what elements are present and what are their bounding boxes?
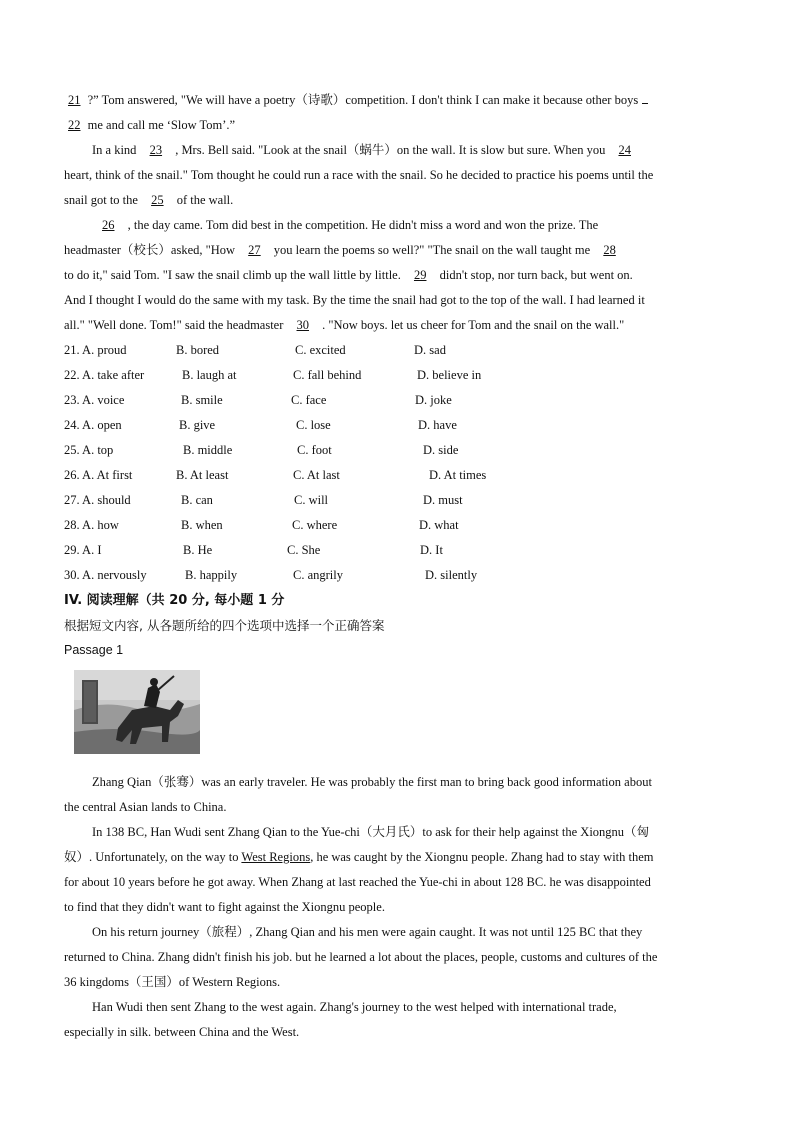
- blank-21[interactable]: 21: [68, 93, 81, 107]
- option-d[interactable]: D. At times: [429, 468, 487, 482]
- option-b[interactable]: B. bored: [176, 343, 220, 357]
- blank-23[interactable]: 23: [149, 143, 163, 157]
- cloze-text: snail got to the: [64, 193, 142, 207]
- option-b[interactable]: B. happily: [185, 568, 238, 582]
- cloze-text: And I thought I would do the same with my task. By the time the snail had got to the top of the wall. I had learned it: [64, 293, 645, 307]
- cloze-text: to do it," said Tom. "I saw the snail climb up the wall little by little.: [64, 268, 404, 282]
- cloze-line-5: [64, 188, 732, 213]
- option-row-22: [64, 363, 732, 388]
- option-row-26: [64, 463, 732, 488]
- option-b[interactable]: B. can: [181, 493, 213, 507]
- cloze-line-6: [64, 213, 732, 238]
- option-d[interactable]: D. believe in: [417, 368, 482, 382]
- option-c[interactable]: C. where: [292, 518, 338, 532]
- cloze-line-4: [64, 163, 732, 188]
- passage-line: to find that they didn't want to fight against the Xiongnu people.: [64, 900, 385, 914]
- option-a[interactable]: 30. A. nervously: [64, 568, 147, 582]
- passage-line: the central Asian lands to China.: [64, 800, 227, 814]
- option-b[interactable]: B. laugh at: [182, 368, 237, 382]
- option-b[interactable]: B. middle: [183, 443, 233, 457]
- passage-line: Zhang Qian（张骞）was an early traveler. He was probably the first man to bring back good information about: [92, 775, 652, 789]
- option-b[interactable]: B. He: [183, 543, 213, 557]
- cloze-text: you learn the poems so well?" "The snail on the wall taught me: [270, 243, 594, 257]
- blank-25[interactable]: 25: [151, 193, 164, 207]
- option-d[interactable]: D. It: [420, 543, 443, 557]
- cloze-text: , the day came. Tom did best in the competition. He didn't miss a word and won the prize. The: [124, 218, 599, 232]
- option-b[interactable]: B. At least: [176, 468, 229, 482]
- option-row-27: [64, 488, 732, 513]
- option-a[interactable]: 22. A. take after: [64, 368, 145, 382]
- option-d[interactable]: D. joke: [415, 393, 452, 407]
- option-d[interactable]: D. have: [418, 418, 457, 432]
- section-title: IV. 阅读理解（共 20 分, 每小题 1 分: [64, 593, 285, 608]
- option-row-21: [64, 338, 732, 363]
- west-regions-link[interactable]: West Regions: [241, 850, 311, 864]
- passage-line: 36 kingdoms（王国）of Western Regions.: [64, 975, 281, 989]
- option-c[interactable]: C. fall behind: [293, 368, 362, 382]
- passage-text: 奴）. Unfortunately, on the way to: [64, 850, 242, 864]
- option-row-24: [64, 413, 732, 438]
- cloze-line-10: [64, 313, 732, 338]
- horseman-image-icon: [74, 670, 200, 754]
- option-a[interactable]: 24. A. open: [64, 418, 122, 432]
- zhang-qian-illustration: [74, 670, 200, 754]
- passage-line: In 138 BC, Han Wudi sent Zhang Qian to the Yue-chi（大月氏）to ask for their help against the Xiongnu（匈: [92, 825, 650, 839]
- option-c[interactable]: C. face: [291, 393, 327, 407]
- document-page: [64, 88, 732, 1045]
- blank-22[interactable]: 22: [68, 118, 81, 132]
- option-c[interactable]: C. excited: [295, 343, 346, 357]
- cloze-line-8: [64, 263, 732, 288]
- option-a[interactable]: 26. A. At first: [64, 468, 133, 482]
- passage-line: [64, 845, 732, 870]
- option-row-30: [64, 563, 732, 588]
- cloze-line-3: [64, 138, 732, 163]
- option-row-25: [64, 438, 732, 463]
- blank-24[interactable]: 24: [618, 143, 631, 157]
- option-a[interactable]: 28. A. how: [64, 518, 119, 532]
- option-c[interactable]: C. foot: [297, 443, 332, 457]
- option-b[interactable]: B. give: [179, 418, 216, 432]
- option-d[interactable]: D. sad: [414, 343, 446, 357]
- option-row-29: [64, 538, 732, 563]
- cloze-text: heart, think of the snail." Tom thought he could run a race with the snail. So he decided to practice his poems until the: [64, 168, 654, 182]
- cloze-line-7: [64, 238, 732, 263]
- option-b[interactable]: B. when: [181, 518, 223, 532]
- cloze-text: me and call me ‘Slow Tom’.”: [84, 118, 236, 132]
- option-c[interactable]: C. lose: [296, 418, 331, 432]
- passage-line: On his return journey（旅程）, Zhang Qian and his men were again caught. It was not until 125 BC that they: [92, 925, 643, 939]
- option-c[interactable]: C. angrily: [293, 568, 343, 582]
- cloze-line-2: [64, 113, 732, 138]
- option-d[interactable]: D. what: [419, 518, 459, 532]
- passage-line: especially in silk. between China and the West.: [64, 1025, 300, 1039]
- cloze-passage: [64, 88, 732, 338]
- option-c[interactable]: C. She: [287, 543, 321, 557]
- blank-mark: [642, 91, 648, 104]
- blank-26[interactable]: 26: [102, 218, 115, 232]
- cloze-text: . "Now boys. let us cheer for Tom and the snail on the wall.": [319, 318, 625, 332]
- blank-29[interactable]: 29: [413, 268, 427, 282]
- blank-27[interactable]: 27: [248, 243, 261, 257]
- passage-line: for about 10 years before he got away. When Zhang at last reached the Yue-chi in about 128 BC. he was disappointed: [64, 875, 651, 889]
- option-row-28: [64, 513, 732, 538]
- option-b[interactable]: B. smile: [181, 393, 223, 407]
- cloze-line-9: [64, 288, 732, 313]
- option-d[interactable]: D. silently: [425, 568, 478, 582]
- cloze-text: In a kind: [92, 143, 140, 157]
- option-a[interactable]: 25. A. top: [64, 443, 114, 457]
- options-list: [64, 338, 732, 588]
- option-d[interactable]: D. side: [423, 443, 459, 457]
- blank-30[interactable]: 30: [296, 318, 310, 332]
- option-a[interactable]: 27. A. should: [64, 493, 131, 507]
- section-instruction: 根据短文内容, 从各题所给的四个选项中选择一个正确答案: [64, 618, 385, 633]
- cloze-text: of the wall.: [173, 193, 234, 207]
- option-a[interactable]: 23. A. voice: [64, 393, 125, 407]
- reading-passage: [64, 770, 732, 1045]
- cloze-text: ?” Tom answered, "We will have a poetry（诗歌）competition. I don't think I can make it because other boys: [84, 93, 639, 107]
- option-c[interactable]: C. At last: [293, 468, 340, 482]
- passage-line: Han Wudi then sent Zhang to the west again. Zhang's journey to the west helped with international trade,: [92, 1000, 617, 1014]
- passage-label: Passage 1: [64, 643, 124, 657]
- option-a[interactable]: 29. A. I: [64, 543, 102, 557]
- option-row-23: [64, 388, 732, 413]
- passage-line: returned to China. Zhang didn't finish his job. but he learned a lot about the places, people, customs and cultures of the: [64, 950, 658, 964]
- blank-28[interactable]: 28: [603, 243, 616, 257]
- cloze-line-1: [64, 88, 732, 113]
- cloze-text: didn't stop, nor turn back, but went on.: [436, 268, 633, 282]
- option-a[interactable]: 21. A. proud: [64, 343, 127, 357]
- option-c[interactable]: C. will: [294, 493, 329, 507]
- option-d[interactable]: D. must: [423, 493, 463, 507]
- cloze-text: headmaster（校长）asked, "How: [64, 243, 239, 257]
- passage-text: , he was caught by the Xiongnu people. Zhang had to stay with them: [310, 850, 654, 864]
- cloze-text: , Mrs. Bell said. "Look at the snail（蜗牛）on the wall. It is slow but sure. When you: [172, 143, 609, 157]
- cloze-text: all." "Well done. Tom!" said the headmaster: [64, 318, 287, 332]
